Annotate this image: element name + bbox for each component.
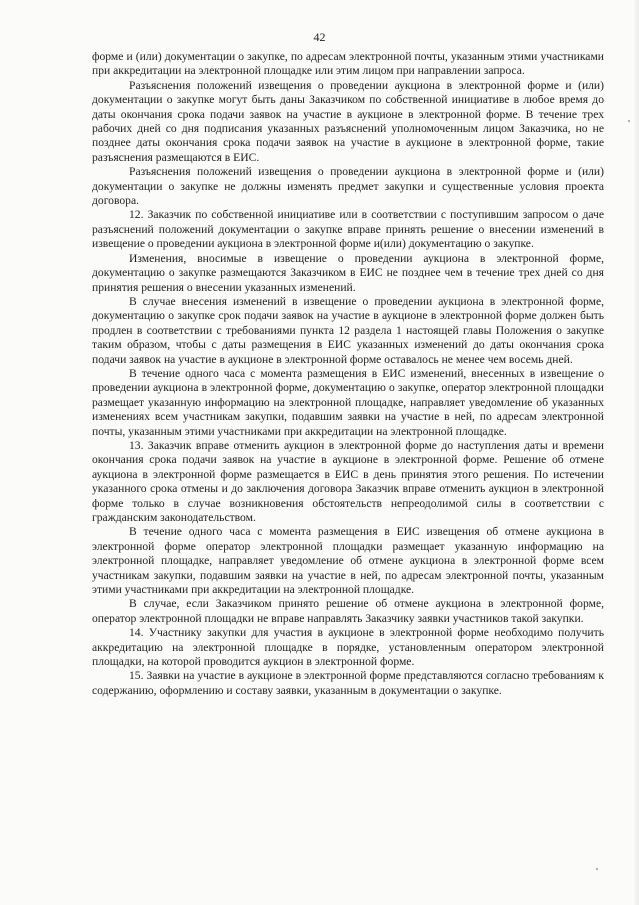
paragraph-item-15: 15. Заявки на участие в аукционе в электронной форме представляются согласно требованиям к содержанию, оформлению и составу заявки, указанным в документации о закупке. bbox=[92, 669, 604, 697]
paragraph-operator-notification: В течение одного часа с момента размещения в ЕИС изменений, внесенных в извещение о проведении аукциона в электронной форме, документацию о закупке, оператор электронной площадки размещает указанную информацию на электронной площадке, направляет уведомление об указанных изменениях всем участникам закупки, подавшим заявки на участие в ней, по адресам электронной почты, указанным этими участниками при аккредитации на электронной площадке. bbox=[92, 366, 604, 438]
paragraph-cancellation-notice: В течение одного часа с момента размещения в ЕИС извещения об отмене аукциона в электронной форме оператор электронной площадки размещает указанную информацию на электронной площадке, направляет уведомление об отмене аукциона в электронной форме всем участникам закупки, подавшим заявки на участие в ней, по адресам электронной почты, указанным этими участниками при аккредитации на электронной площадке. bbox=[92, 525, 604, 597]
paragraph-clarifications-initiative: Разъяснения положений извещения о проведении аукциона в электронной форме и (или) документации о закупке могут быть даны Заказчиком по собственной инициативе в любое время до даты окончания срока подачи заявок на участие в аукционе в электронной форме. В течение трех рабочих дней со дня подписания указанных разъяснений уполномоченным лицом Заказчика, но не позднее даты окончания срока подачи заявок на участие в аукционе в электронной форме, такие разъяснения размещаются в ЕИС. bbox=[92, 78, 604, 164]
paragraph-item-13: 13. Заказчик вправе отменить аукцион в электронной форме до наступления даты и времени окончания срока подачи заявок на участие в аукционе в электронной форме. Решение об отмене аукциона в электронной форме размещается в ЕИС в день принятия этого решения. По истечении указанного срока отмены и до заключения договора Заказчик вправе отменить аукцион в электронной форме только в случае возникновения обстоятельств непреодолимой силы в соответствии с гражданским законодательством. bbox=[92, 438, 604, 524]
paragraph-item-12: 12. Заказчик по собственной инициативе или в соответствии с поступившим запросом о даче разъяснений положений документации о закупке вправе принять решение о внесении изменений в извещение о проведении аукциона в электронной форме и(или) документацию о закупке. bbox=[92, 208, 604, 251]
document-body bbox=[92, 50, 604, 698]
scan-speck bbox=[596, 868, 598, 870]
paragraph-deadline-extension: В случае внесения изменений в извещение о проведении аукциона в электронной форме, документацию о закупке срок подачи заявок на участие в аукционе в электронной форме должен быть продлен в соответствии с требованиями пункта 12 раздела 1 настоящей главы Положения о закупке таким образом, чтобы с даты размещения в ЕИС указанных изменений до даты окончания срока подачи заявок на участие в аукционе в электронной форме оставалось не менее чем восемь дней. bbox=[92, 294, 604, 366]
scan-speck bbox=[628, 120, 630, 122]
scan-shadow-edge bbox=[633, 0, 639, 905]
paragraph-changes-publication: Изменения, вносимые в извещение о проведении аукциона в электронной форме, документацию о закупке размещаются Заказчиком в ЕИС не позднее чем в течение трех дней со дня принятия решения о внесении указанных изменений. bbox=[92, 251, 604, 294]
paragraph-item-14: 14. Участнику закупки для участия в аукционе в электронной форме необходимо получить аккредитацию на электронной площадке в порядке, установленным оператором электронной площадки, на которой проводится аукцион в электронной форме. bbox=[92, 626, 604, 669]
paragraph-clarifications-limits: Разъяснения положений извещения о проведении аукциона в электронной форме и (или) документации о закупке не должны изменять предмет закупки и существенные условия проекта договора. bbox=[92, 165, 604, 208]
paragraph-cancellation-effect: В случае, если Заказчиком принято решение об отмене аукциона в электронной форме, оператор электронной площадки не вправе направлять Заказчику заявки участников такой закупки. bbox=[92, 597, 604, 625]
page-number: 42 bbox=[313, 30, 326, 44]
paragraph-continuation: форме и (или) документации о закупке, по адресам электронной почты, указанным этими участниками при аккредитации на электронной площадке или этим лицом при направлении запроса. bbox=[92, 50, 604, 78]
